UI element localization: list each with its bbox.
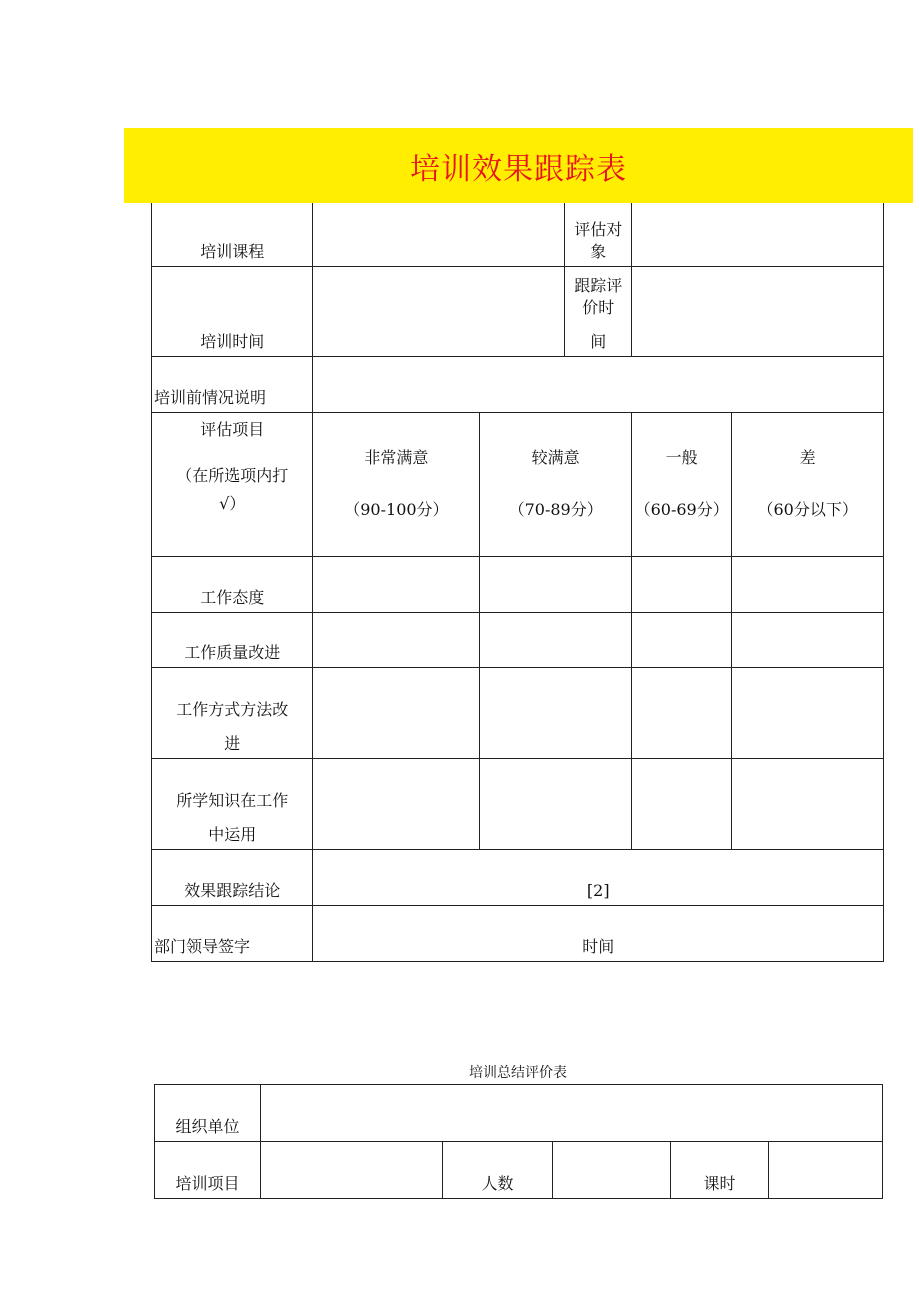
check-cell[interactable] (313, 667, 480, 758)
item-work-attitude: 工作态度 (152, 556, 313, 612)
grade-very-satisfied (313, 412, 480, 556)
item-line2: 进 (224, 733, 241, 753)
grade-poor (732, 412, 884, 556)
check-cell[interactable] (631, 556, 731, 612)
org-value[interactable] (261, 1085, 883, 1142)
grade-range: （90-100分） (344, 500, 449, 519)
tracking-table (151, 203, 884, 962)
course-value[interactable] (313, 203, 565, 266)
grade-satisfied (480, 412, 632, 556)
eval-header-line1: 评估项目 (200, 419, 265, 439)
grade-name: 差 (799, 448, 816, 467)
check-cell[interactable] (480, 556, 632, 612)
signature-time-label[interactable]: 时间 (313, 905, 884, 961)
tracking-time-label (565, 266, 632, 356)
tracking-time-label-line2: 间 (590, 331, 607, 351)
project-value[interactable] (261, 1142, 443, 1199)
title-banner (124, 128, 913, 203)
check-cell[interactable] (732, 667, 884, 758)
check-cell[interactable] (732, 556, 884, 612)
item-work-method (152, 667, 313, 758)
count-label: 人数 (443, 1142, 553, 1199)
eval-header-line2: （在所选项内打 (176, 465, 289, 485)
tracking-time-value[interactable] (631, 266, 883, 356)
item-line1: 所学知识在工作 (176, 790, 289, 810)
count-value[interactable] (553, 1142, 671, 1199)
summary-table (154, 1084, 883, 1199)
item-work-quality: 工作质量改进 (152, 612, 313, 667)
time-value[interactable] (313, 266, 565, 356)
item-line1: 工作方式方法改 (176, 699, 289, 719)
project-label: 培训项目 (155, 1142, 261, 1199)
check-cell[interactable] (732, 758, 884, 849)
check-cell[interactable] (480, 612, 632, 667)
conclusion-label: 效果跟踪结论 (152, 849, 313, 905)
item-knowledge-use (152, 758, 313, 849)
tracking-time-label-line1: 跟踪评价时 (574, 275, 623, 317)
check-cell[interactable] (313, 556, 480, 612)
target-value[interactable] (631, 203, 883, 266)
hours-label: 课时 (671, 1142, 769, 1199)
course-label: 培训课程 (152, 203, 313, 266)
signature-label: 部门领导签字 (152, 905, 313, 961)
check-cell[interactable] (313, 612, 480, 667)
check-cell[interactable] (631, 612, 731, 667)
summary-title: 培训总结评价表 (469, 1065, 567, 1081)
grade-name: 非常满意 (364, 448, 429, 467)
grade-name: 较满意 (531, 448, 580, 467)
check-cell[interactable] (631, 758, 731, 849)
eval-header (152, 412, 313, 556)
conclusion-value[interactable]: [2] (313, 849, 884, 905)
check-cell[interactable] (732, 612, 884, 667)
target-label: 评估对象 (565, 203, 632, 266)
grade-range: （60-69分） (634, 500, 729, 519)
grade-name: 一般 (665, 448, 698, 467)
grade-range: （60分以下） (757, 500, 858, 519)
check-cell[interactable] (631, 667, 731, 758)
grade-range: （70-89分） (508, 500, 603, 519)
pre-situation-value[interactable] (313, 356, 884, 412)
check-cell[interactable] (480, 758, 632, 849)
pre-situation-label: 培训前情况说明 (152, 356, 313, 412)
time-label: 培训时间 (152, 266, 313, 356)
org-label: 组织单位 (155, 1085, 261, 1142)
check-cell[interactable] (480, 667, 632, 758)
eval-header-line3: √） (219, 493, 246, 513)
hours-value[interactable] (769, 1142, 883, 1199)
page-title: 培训效果跟踪表 (410, 151, 627, 187)
grade-average (631, 412, 731, 556)
item-line2: 中运用 (208, 824, 257, 844)
check-cell[interactable] (313, 758, 480, 849)
